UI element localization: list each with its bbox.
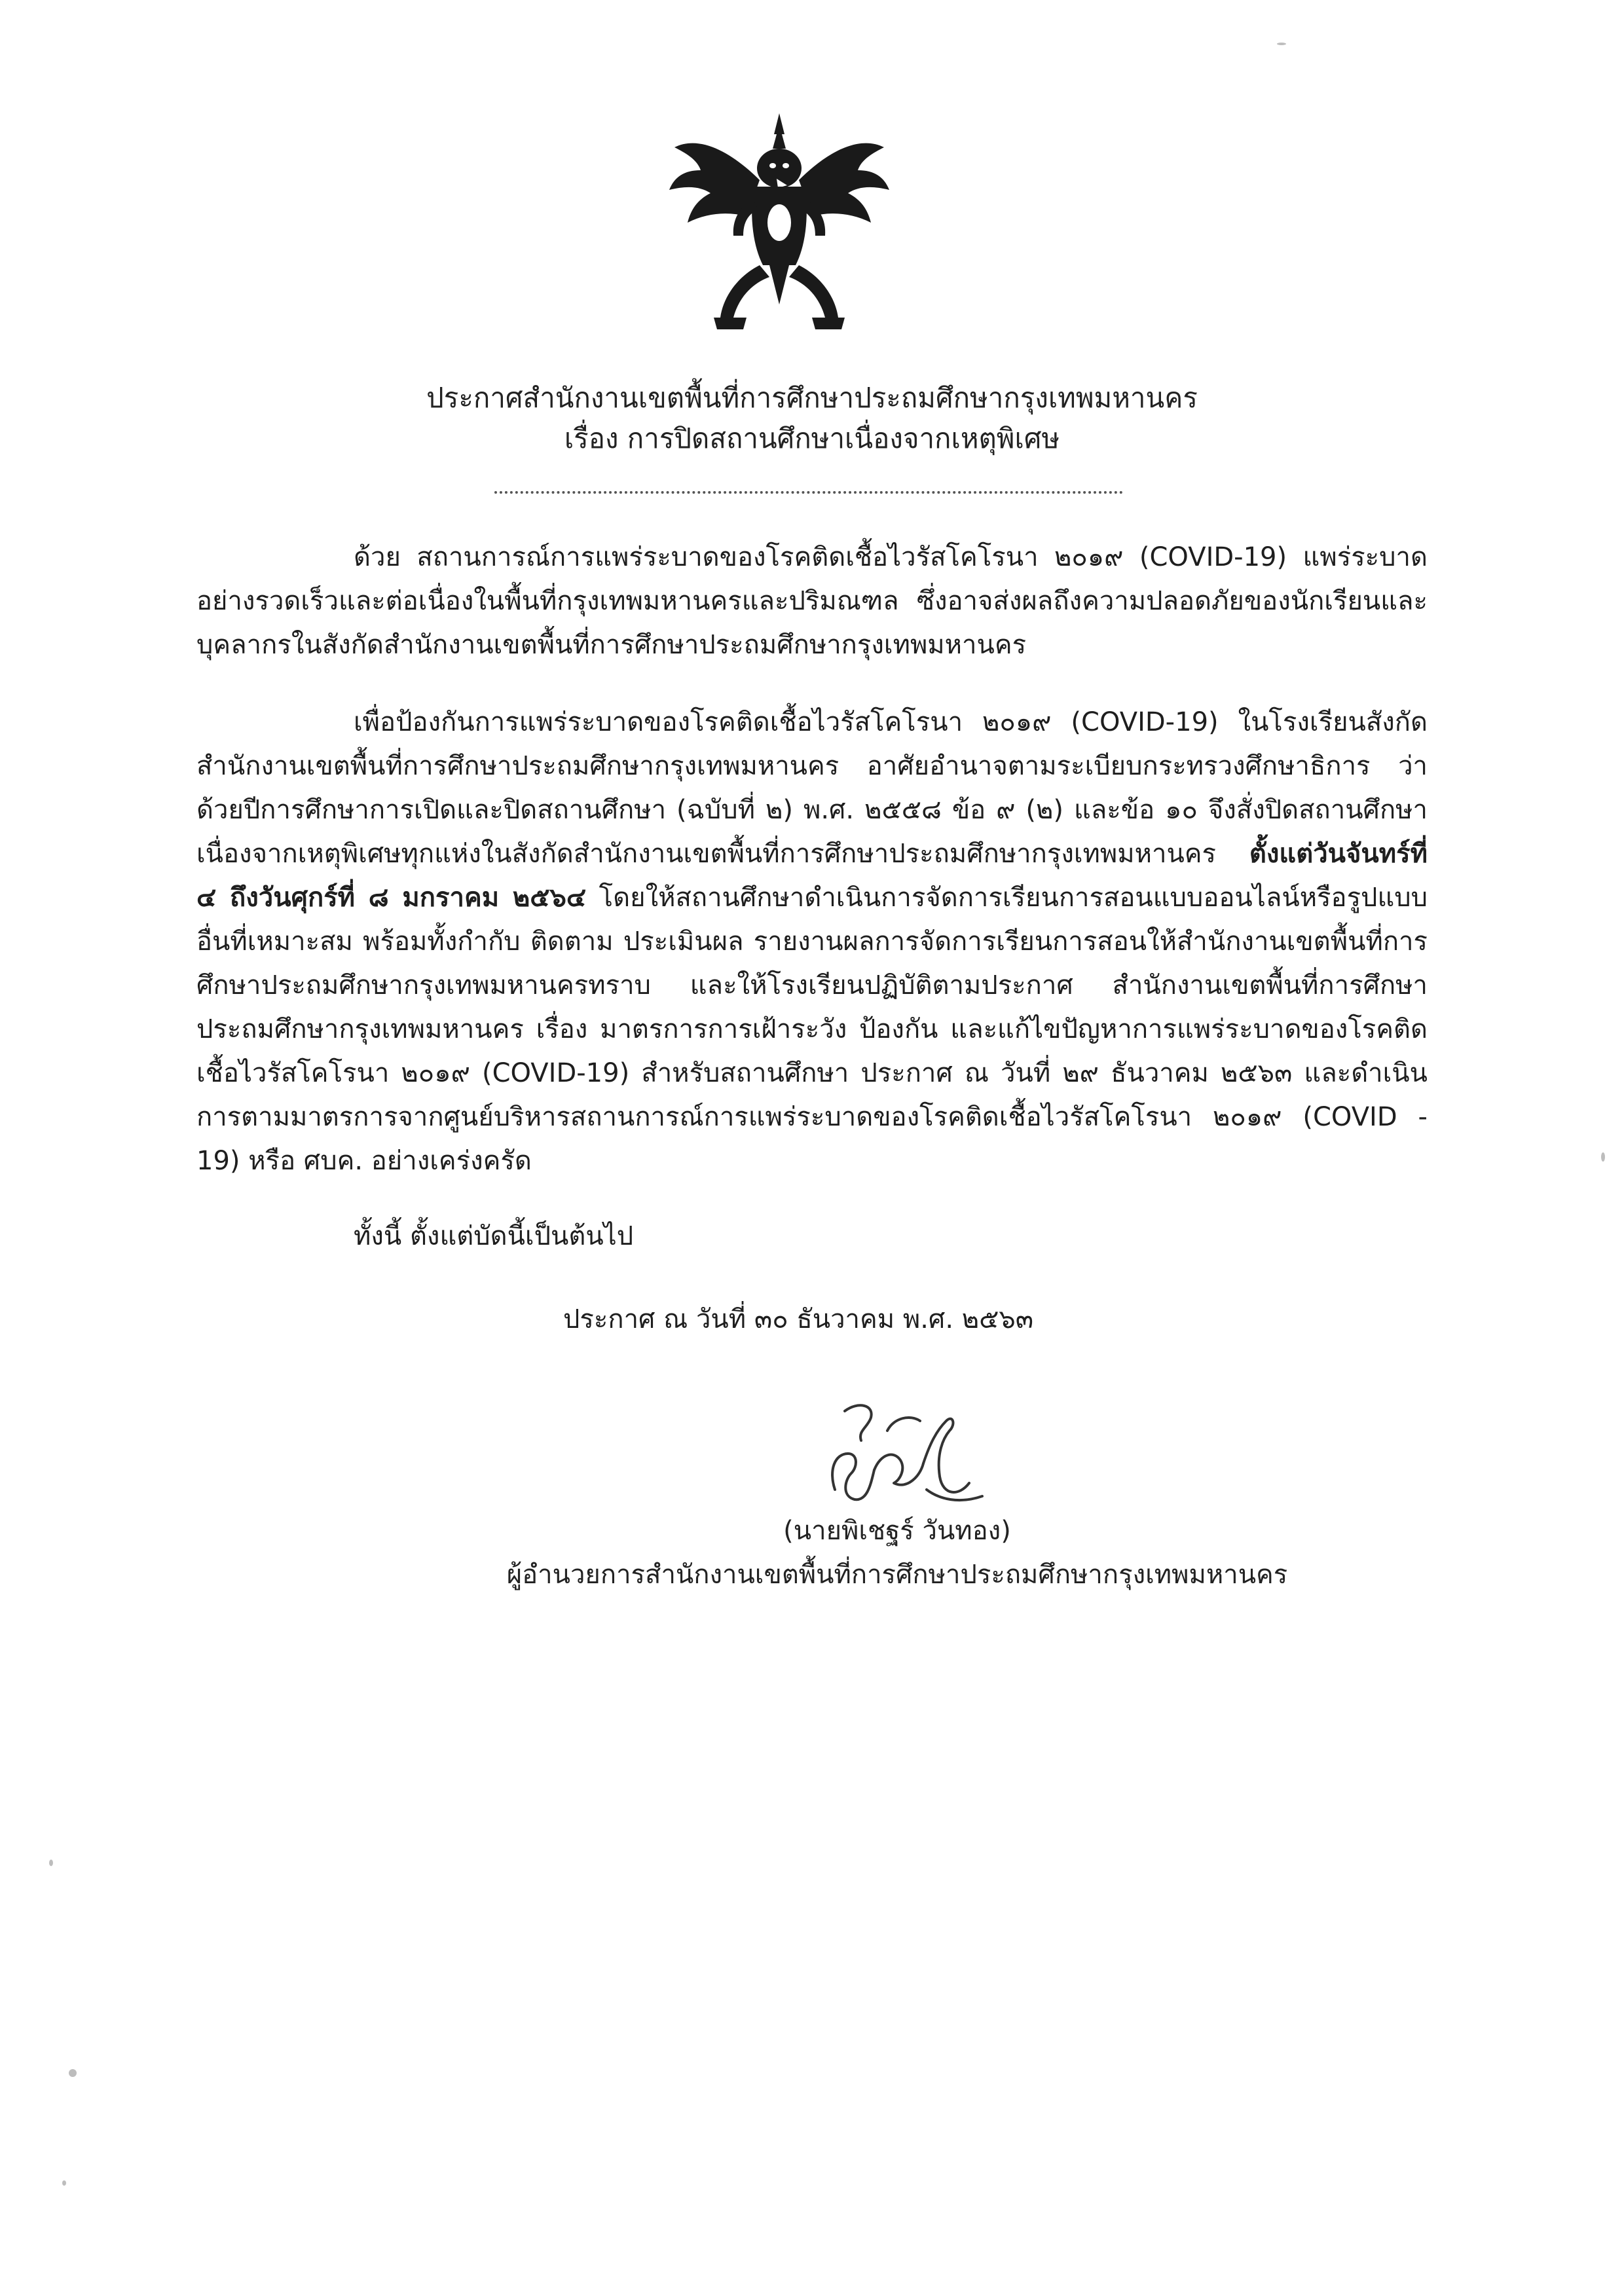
garuda-emblem-icon	[661, 108, 897, 344]
scan-speck	[1277, 43, 1286, 45]
scan-speck	[49, 1860, 53, 1866]
body-paragraph-1: ด้วย สถานการณ์การแพร่ระบาดของโรคติดเชื้อไวรัสโคโรนา ๒๐๑๙ (COVID-19) แพร่ระบาดอย่างรวดเร็วและต่อเนื่องในพื้นที่กรุงเทพมหานครและปริมณฑล ซึ่งอาจส่งผลถึงความปลอดภัยของนักเรียนและบุคลากรในสังกัดสำนักงานเขตพื้นที่การศึกษาประถมศึกษากรุงเทพมหานคร	[196, 542, 1428, 660]
announcement-title: ประกาศสำนักงานเขตพื้นที่การศึกษาประถมศึกษากรุงเทพมหานคร	[426, 382, 1198, 414]
paragraph-2-text-a: เพื่อป้องกันการแพร่ระบาดของโรคติดเชื้อไวรัสโคโรนา ๒๐๑๙ (COVID-19) ในโรงเรียนสังกัดสำนักงานเขตพื้นที่การศึกษาประถมศึกษากรุงเทพมหานคร อาศัยอำนาจตามระเบียบกระทรวงศึกษาธิการ ว่าด้วยปีการศึกษาการเปิดและปิดสถานศึกษา (ฉบับที่ ๒) พ.ศ. ๒๕๕๘ ข้อ ๙ (๒) และข้อ ๑๐ จึงสั่งปิดสถานศึกษา เนื่องจากเหตุพิเศษทุกแห่งในสังกัดสำนักงานเขตพื้นที่การศึกษาประถมศึกษากรุงเทพมหานคร	[196, 707, 1428, 869]
scan-speck	[62, 2180, 66, 2186]
signer-position: ผู้อำนวยการสำนักงานเขตพื้นที่การศึกษาประถมศึกษากรุงเทพมหานคร	[506, 1560, 1288, 1590]
announcement-date: ประกาศ ณ วันที่ ๓๐ ธันวาคม พ.ศ. ๒๕๖๓	[563, 1304, 1034, 1334]
paragraph-2-text-b: โดยให้สถานศึกษาดำเนินการจัดการเรียนการสอนแบบออนไลน์หรือรูปแบบอื่นที่เหมาะสม พร้อมทั้งกำกับ ติดตาม ประเมินผล รายงานผลการจัดการเรียนการสอนให้สำนักงานเขตพื้นที่การศึกษาประถมศึกษากรุงเทพมหานครทราบ และให้โรงเรียนปฏิบัติตามประกาศ สำนักงานเขตพื้นที่การศึกษาประถมศึกษากรุงเทพมหานคร เรื่อง มาตรการการเฝ้าระวัง ป้องกัน และแก้ไขปัญหาการแพร่ระบาดของโรคติดเชื้อไวรัสโคโรนา ๒๐๑๙ (COVID-19) สำหรับสถานศึกษา ประกาศ ณ วันที่ ๒๙ ธันวาคม ๒๕๖๓ และดำเนินการตามมาตรการจากศูนย์บริหารสถานการณ์การแพร่ระบาดของโรคติดเชื้อไวรัสโคโรนา ๒๐๑๙ (COVID - 19) หรือ ศบค. อย่างเคร่งครัด	[196, 883, 1428, 1176]
signer-name: (นายพิเชฐร์ วันทอง)	[783, 1516, 1011, 1546]
signature-image	[796, 1391, 992, 1516]
dotted-separator	[494, 491, 1123, 494]
body-paragraph-3: ทั้งนี้ ตั้งแต่บัดนี้เป็นต้นไป	[354, 1221, 634, 1251]
closure-period-text: ตั้งแต่วันจันทร์ที่ ๔ ถึงวันศุกร์ที่ ๘ มกราคม ๒๕๖๔	[196, 839, 1428, 913]
announcement-subject: เรื่อง การปิดสถานศึกษาเนื่องจากเหตุพิเศษ	[564, 422, 1060, 454]
body-paragraph-2	[196, 701, 1428, 1183]
scan-speck	[1601, 1152, 1605, 1162]
scan-speck	[69, 2069, 77, 2077]
